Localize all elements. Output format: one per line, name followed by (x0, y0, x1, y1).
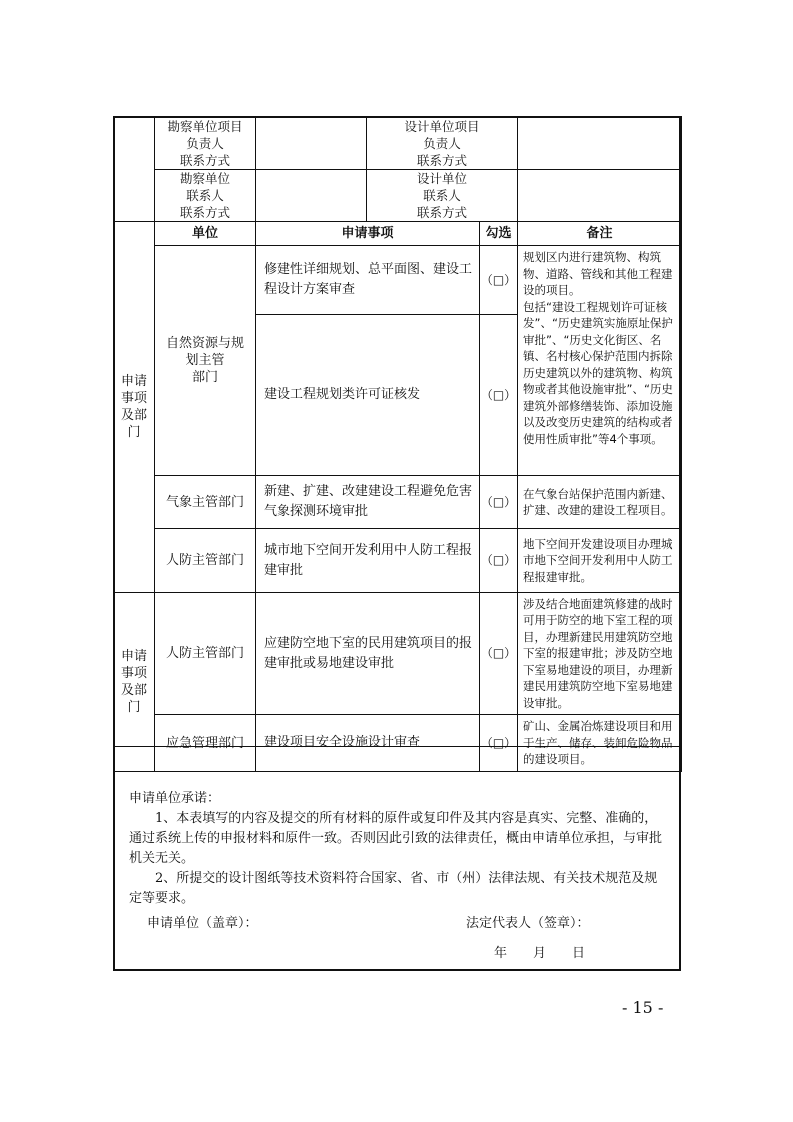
header-note: 备注 (518, 222, 682, 246)
section-label-2: 申请 事项 及部 门 (114, 593, 155, 772)
promise-clause-2: 2、所提交的设计图纸等技术资料符合国家、省、市（州）法律法规、有关技术规范及规定等要求。 (129, 871, 658, 906)
header-item: 申请事项 (256, 222, 480, 246)
dept-natural-resources: 自然资源与规 划主管 部门 (155, 246, 256, 476)
table-row (114, 593, 682, 715)
promise-clause-1: 1、本表填写的内容及提交的所有材料的原件或复印件及其内容是真实、完整、准确的，通过系统上传的申报材料和原件一致。否则因此引致的法律责任，概由申请单位承担，与审批机关无关。 (129, 811, 663, 866)
application-table (113, 116, 682, 772)
item-text: 新建、扩建、改建建设工程避免危害气象探测环境审批 (256, 476, 480, 529)
item-text: 建设工程规划类许可证核发 (256, 315, 480, 476)
date-label: 年 月 日 (494, 946, 586, 961)
note-cell: 涉及结合地面建筑修建的战时可用于防空的地下室工程的项目，办理新建民用建筑防空地下室的报建审批；涉及防空地下室易地建设的项目，办理新建民用建筑防空地下室易地建设审批。 (518, 593, 682, 715)
applicant-promise (113, 746, 681, 971)
table-header-row (114, 222, 682, 246)
item-text: 建设项目安全设施设计审查 (256, 715, 480, 772)
note-cell: 矿山、金属冶炼建设项目和用于生产、储存、装卸危险物品的建设项目。 (518, 715, 682, 772)
design-leader-label: 设计单位项目 负责人 联系方式 (367, 117, 518, 170)
header-unit: 单位 (155, 222, 256, 246)
dept-civil-defense: 人防主管部门 (155, 593, 256, 715)
table-row (114, 529, 682, 593)
survey-leader-value[interactable] (256, 117, 367, 170)
header-check: 勾选 (480, 222, 518, 246)
item-text: 城市地下空间开发利用中人防工程报建审批 (256, 529, 480, 593)
checkbox[interactable]: （□） (480, 315, 518, 476)
legal-rep-signature-label: 法定代表人（签章）： (466, 916, 590, 931)
promise-title: 申请单位承诺： (129, 791, 221, 806)
item-text: 修建性详细规划、总平面图、建设工程设计方案审查 (256, 246, 480, 315)
checkbox[interactable]: （□） (480, 476, 518, 529)
dept-meteorology: 气象主管部门 (155, 476, 256, 529)
dept-civil-defense: 人防主管部门 (155, 529, 256, 593)
contact-row (114, 170, 682, 222)
checkbox[interactable]: （□） (480, 246, 518, 315)
survey-leader-label: 勘察单位项目 负责人 联系方式 (155, 117, 256, 170)
survey-contact-label: 勘察单位 联系人 联系方式 (155, 170, 256, 222)
design-contact-value[interactable] (518, 170, 682, 222)
item-text: 应建防空地下室的民用建筑项目的报建审批或易地建设审批 (256, 593, 480, 715)
checkbox[interactable]: （□） (480, 529, 518, 593)
section-label-1: 申请 事项 及部 门 (114, 222, 155, 593)
dept-emergency: 应急管理部门 (155, 715, 256, 772)
applicant-seal-label: 申请单位（盖章）： (147, 916, 258, 931)
contact-row (114, 117, 682, 170)
note-cell: 地下空间开发建设项目办理城市地下空间开发利用中人防工程报建审批。 (518, 529, 682, 593)
checkbox[interactable]: （□） (480, 715, 518, 772)
checkbox[interactable]: （□） (480, 593, 518, 715)
note-cell: 在气象台站保护范围内新建、扩建、改建的建设工程项目。 (518, 476, 682, 529)
page-number: - 15 - (622, 998, 664, 1017)
table-row (114, 476, 682, 529)
note-cell: 规划区内进行建筑物、构筑物、道路、管线和其他工程建设的项目。 包括“建设工程规划许可证核发”、“历史建筑实施原址保护审批”、“历史文化街区、名镇、名村核心保护范围内拆除历史建筑以外的建筑物、构筑物或者其他设施审批”、“历史建筑外部修缮装饰、添加设施以及改变历史建筑的结构或者使用性质审批”等4个事项。 (518, 246, 682, 476)
design-leader-value[interactable] (518, 117, 682, 170)
blank-side-cell (114, 117, 155, 222)
survey-contact-value[interactable] (256, 170, 367, 222)
table-row (114, 246, 682, 315)
design-contact-label: 设计单位 联系人 联系方式 (367, 170, 518, 222)
